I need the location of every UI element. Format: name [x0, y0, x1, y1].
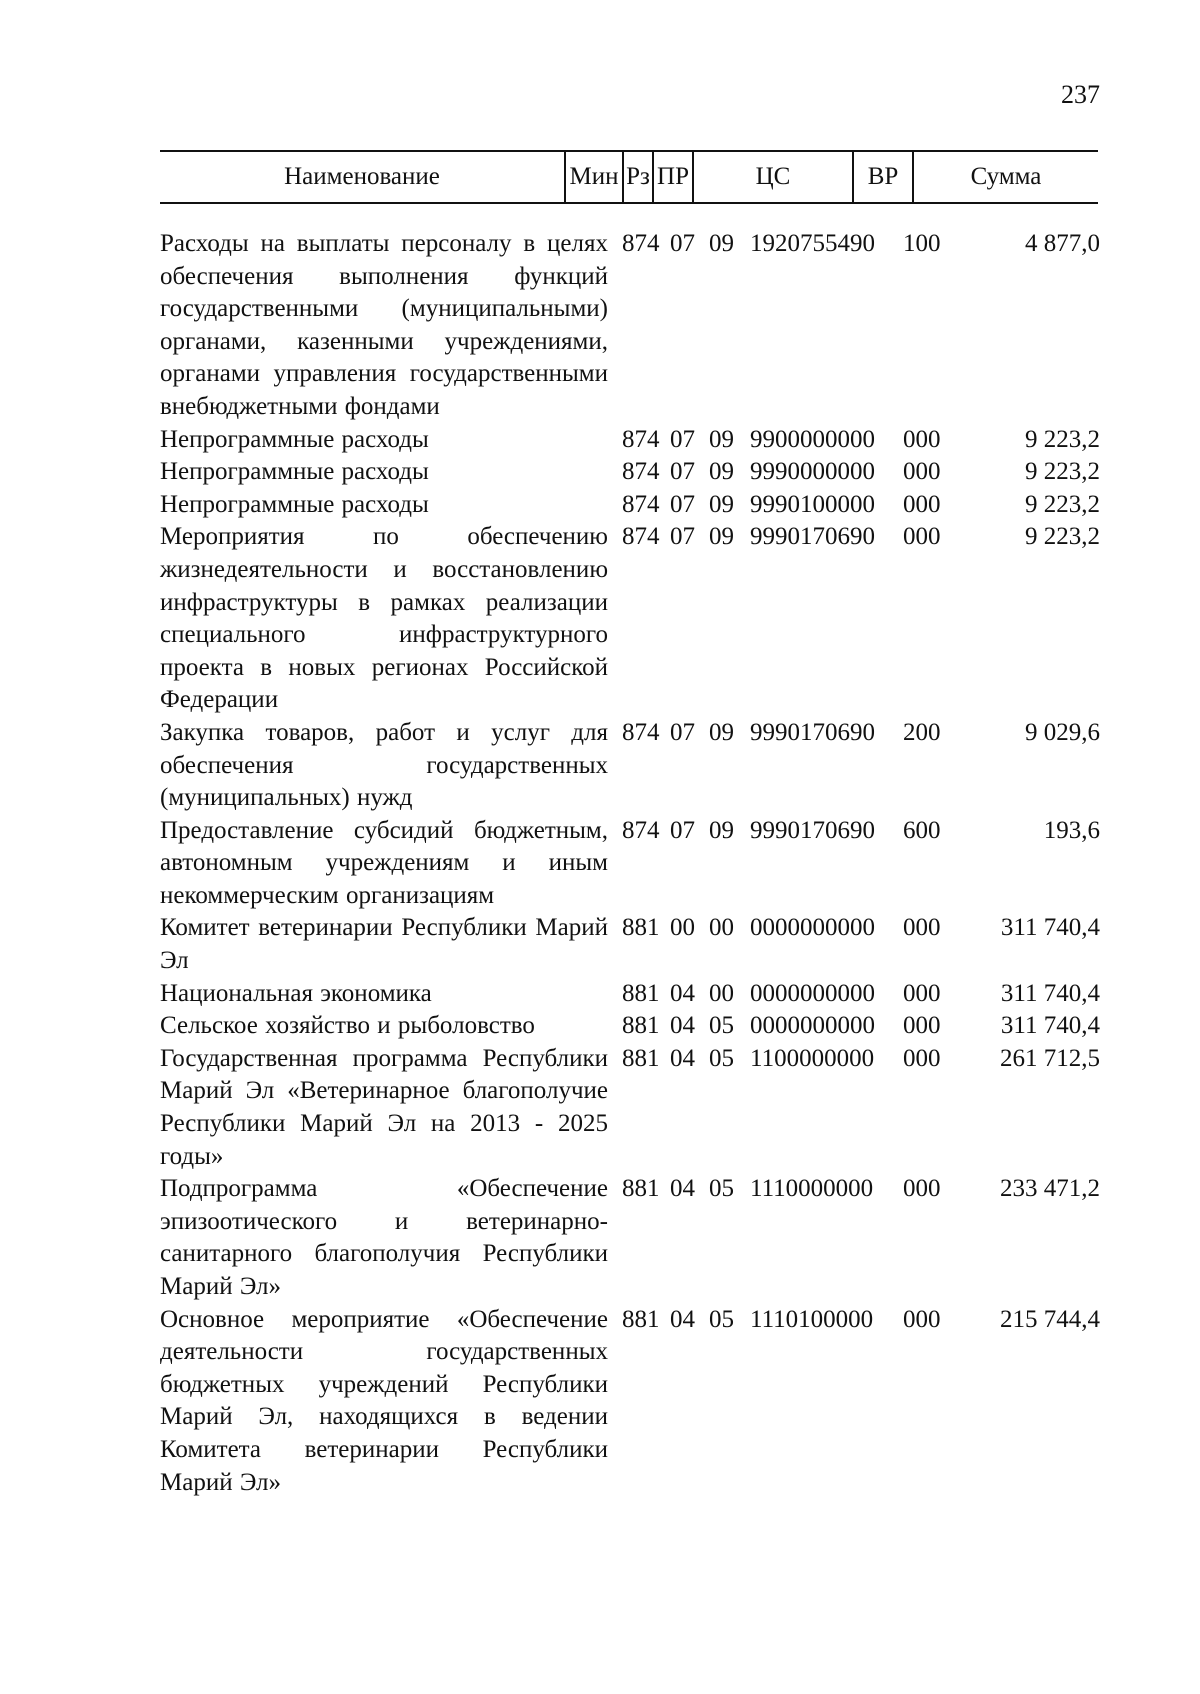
row-vr: 000 [903, 1012, 941, 1040]
row-pr: 00 [709, 979, 734, 1007]
row-name: Мероприятия по обеспечению жизнедеятельности и восстановлению инфраструктуры в рамках реализации специального инфраструктурного проекта в новых регионах Российской Федерации [160, 523, 608, 714]
row-name: Подпрограмма «Обеспечение эпизоотического и ветеринарно-санитарного благополучия Республики Марий Эл» [160, 1175, 608, 1300]
row-min: 874 [622, 230, 660, 257]
row-min: 874 [622, 490, 660, 518]
row-rz: 04 [670, 979, 695, 1007]
row-min: 881 [622, 1175, 660, 1203]
row-pr: 09 [709, 458, 734, 486]
row-vr: 000 [903, 914, 941, 942]
page-number: 237 [1061, 80, 1100, 109]
row-pr: 09 [709, 523, 734, 551]
row-name: Национальная экономика [160, 979, 432, 1007]
row-pr: 09 [709, 230, 734, 257]
row-name: Расходы на выплаты персоналу в целях обеспечения выполнения функций государственными (муниципальными) органами, казенными учреждениями, органами управления государственными внебюджетными фондами [160, 230, 608, 420]
table-row [160, 978, 1100, 1011]
row-rz: 07 [670, 425, 695, 453]
table-row [160, 456, 1100, 489]
row-vr: 000 [903, 979, 941, 1007]
row-cs: 1100000000 [750, 1044, 875, 1072]
header-pr: ПР [657, 163, 689, 190]
row-sum: 9 223,2 [1025, 425, 1100, 453]
row-cs: 0000000000 [750, 979, 875, 1007]
row-vr: 000 [903, 425, 941, 453]
row-min: 874 [622, 523, 660, 551]
row-pr: 09 [709, 425, 734, 453]
row-name: Непрограммные расходы [160, 490, 429, 518]
row-rz: 07 [670, 230, 695, 257]
table-row [160, 717, 1100, 815]
row-pr: 00 [709, 914, 734, 942]
row-rz: 04 [670, 1012, 695, 1040]
row-vr: 100 [903, 230, 941, 257]
table-row [160, 1304, 1100, 1500]
row-min: 874 [622, 816, 660, 844]
row-cs: 1110000000 [750, 1175, 874, 1203]
row-vr: 000 [903, 490, 941, 518]
row-pr: 05 [709, 1044, 734, 1072]
row-vr: 600 [903, 816, 941, 844]
row-min: 874 [622, 425, 660, 453]
row-name: Закупка товаров, работ и услуг для обеспечения государственных (муниципальных) нужд [160, 718, 608, 812]
row-name: Непрограммные расходы [160, 425, 429, 453]
row-rz: 07 [670, 490, 695, 518]
table-body [160, 228, 1100, 1499]
table-row [160, 1010, 1100, 1043]
row-rz: 04 [670, 1305, 695, 1333]
row-min: 881 [622, 979, 660, 1007]
row-name: Непрограммные расходы [160, 458, 429, 486]
row-sum: 215 744,4 [1000, 1305, 1100, 1333]
row-min: 881 [622, 914, 660, 942]
row-cs: 9990100000 [750, 490, 875, 518]
row-cs: 9990170690 [750, 523, 875, 551]
row-min: 874 [622, 458, 660, 486]
header-sum: Сумма [970, 163, 1042, 190]
row-min: 881 [622, 1012, 660, 1040]
table-row [160, 489, 1100, 522]
header-vr: ВР [867, 163, 899, 190]
row-sum: 193,6 [1043, 816, 1100, 844]
row-min: 881 [622, 1305, 660, 1333]
row-rz: 04 [670, 1175, 695, 1203]
row-sum: 9 223,2 [1025, 458, 1100, 486]
table-row [160, 815, 1100, 913]
row-pr: 05 [709, 1305, 734, 1333]
row-vr: 200 [903, 718, 941, 746]
row-name: Сельское хозяйство и рыболовство [160, 1012, 535, 1040]
row-vr: 000 [903, 1305, 941, 1333]
row-cs: 9990170690 [750, 718, 875, 746]
table-row [160, 1173, 1100, 1303]
row-cs: 1110100000 [750, 1305, 874, 1333]
row-sum: 233 471,2 [1000, 1175, 1100, 1203]
row-vr: 000 [903, 1044, 941, 1072]
table-row [160, 1043, 1100, 1173]
row-sum: 311 740,4 [1000, 1012, 1100, 1040]
row-rz: 07 [670, 816, 695, 844]
row-rz: 07 [670, 718, 695, 746]
row-pr: 09 [709, 816, 734, 844]
row-sum: 311 740,4 [1000, 914, 1100, 942]
row-rz: 07 [670, 523, 695, 551]
row-rz: 04 [670, 1044, 695, 1072]
row-cs: 9900000000 [750, 425, 875, 453]
row-pr: 05 [709, 1175, 734, 1203]
table-row [160, 228, 1100, 424]
row-sum: 261 712,5 [1000, 1044, 1100, 1072]
row-sum: 9 223,2 [1025, 523, 1100, 551]
row-pr: 09 [709, 490, 734, 518]
header-min: Мин [569, 163, 619, 190]
row-sum: 4 877,0 [1025, 230, 1100, 257]
table-row [160, 912, 1100, 977]
header-name: Наименование [284, 163, 440, 190]
row-sum: 9 223,2 [1025, 490, 1100, 518]
table-header [160, 150, 1098, 204]
table-row [160, 424, 1100, 457]
row-pr: 09 [709, 718, 734, 746]
header-cs: ЦС [755, 163, 791, 190]
row-cs: 9990000000 [750, 458, 875, 486]
row-vr: 000 [903, 458, 941, 486]
table-row [160, 521, 1100, 717]
row-pr: 05 [709, 1012, 734, 1040]
row-min: 881 [622, 1044, 660, 1072]
row-min: 874 [622, 718, 660, 746]
row-cs: 9990170690 [750, 816, 875, 844]
row-name: Предоставление субсидий бюджетным, автономным учреждениям и иным некоммерческим организациям [160, 816, 608, 909]
row-name: Государственная программа Республики Марий Эл «Ветеринарное благополучие Республики Марий Эл на 2013 - 2025 годы» [160, 1044, 608, 1170]
row-sum: 9 029,6 [1025, 718, 1100, 746]
row-rz: 07 [670, 458, 695, 486]
row-vr: 000 [903, 523, 941, 551]
row-name: Комитет ветеринарии Республики Марий Эл [160, 914, 608, 975]
header-rz: Рз [626, 163, 650, 190]
row-cs: 0000000000 [750, 914, 875, 942]
row-cs: 1920755490 [750, 230, 875, 257]
row-vr: 000 [903, 1175, 941, 1203]
row-sum: 311 740,4 [1000, 979, 1100, 1007]
row-cs: 0000000000 [750, 1012, 875, 1040]
row-name: Основное мероприятие «Обеспечение деятельности государственных бюджетных учреждений Республики Марий Эл, находящихся в ведении Комитета ветеринарии Республики Марий Эл» [160, 1305, 608, 1496]
row-rz: 00 [670, 914, 695, 942]
